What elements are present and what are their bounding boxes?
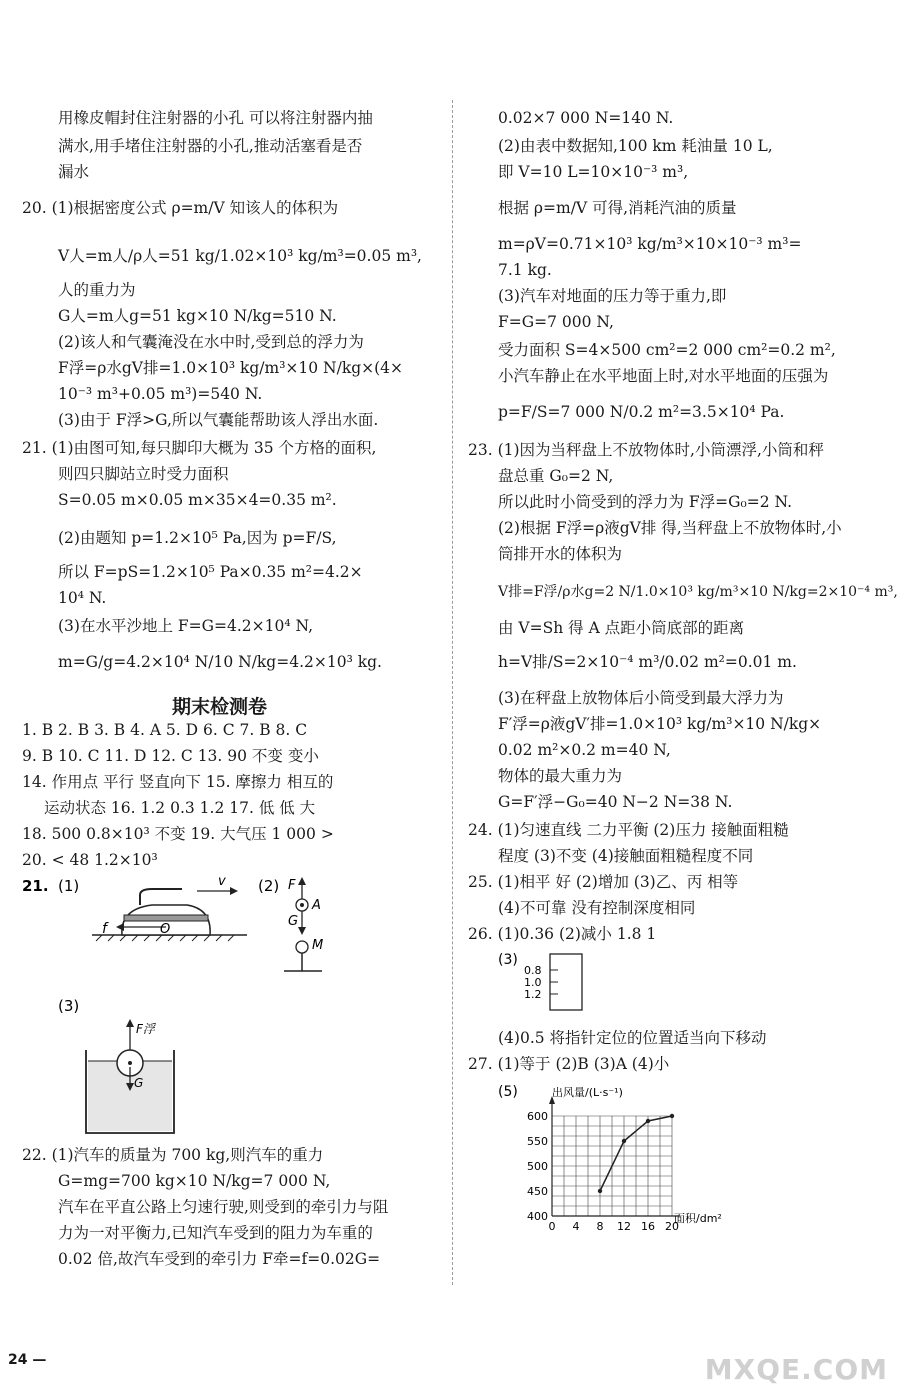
x-tick-label: 0 xyxy=(548,1220,556,1233)
formula-line: 0.02 m²×0.2 m=40 N, xyxy=(498,741,671,759)
text-line: 物体的最大重力为 xyxy=(498,767,623,785)
text-line: 由 V=Sh 得 A 点距小筒底部的距离 xyxy=(498,619,745,637)
v-label: v xyxy=(218,875,226,889)
text-line: 漏水 xyxy=(58,163,90,181)
text-line: (2)根据 F浮=ρ液gV排 得,当秤盘上不放物体时,小 xyxy=(498,519,842,537)
formula-line: G=F′浮−G₀=40 N−2 N=38 N. xyxy=(498,793,733,811)
x-tick-label: 16 xyxy=(641,1220,655,1233)
arrowhead xyxy=(116,923,124,931)
x-tick-label: 20 xyxy=(665,1220,679,1233)
formula-line: S=0.05 m×0.05 m×35×4=0.35 m². xyxy=(58,491,337,509)
arrowhead xyxy=(230,887,238,895)
ball-M xyxy=(296,941,308,953)
q20-line: 20. (1)根据密度公式 ρ=m/V 知该人的体积为 xyxy=(22,199,339,217)
formula-line: 所以此时小筒受到的浮力为 F浮=G₀=2 N. xyxy=(498,493,793,511)
G-label: G xyxy=(288,914,299,929)
text-line: 7.1 kg. xyxy=(498,261,552,279)
section-title: 期末检测卷 xyxy=(172,696,268,718)
text-line: (2)该人和气囊淹没在水中时,受到总的浮力为 xyxy=(58,333,364,351)
arrowhead xyxy=(298,877,306,885)
text-line: 力为一对平衡力,已知汽车受到的阻力为车重的 xyxy=(58,1224,373,1242)
data-point xyxy=(622,1139,626,1143)
answer-line: 20. < 48 1.2×10³ xyxy=(22,851,158,869)
F-label: F xyxy=(288,878,296,893)
formula-line: F浮=ρ水gV排=1.0×10³ kg/m³×10 N/kg×(4× xyxy=(58,359,404,377)
formula-line: 10⁴ N. xyxy=(58,589,107,607)
watermark: MXQE.COM xyxy=(704,1353,888,1386)
answer-line: 14. 作用点 平行 竖直向下 15. 摩擦力 相互的 xyxy=(22,773,334,791)
text-line: 则四只脚站立时受力面积 xyxy=(58,465,229,483)
q22-line: 22. (1)汽车的质量为 700 kg,则汽车的重力 xyxy=(22,1146,324,1164)
text-line: 满水,用手堵住注射器的小孔,推动活塞看是否 xyxy=(58,137,363,155)
formula-line: m=ρV=0.71×10³ kg/m³×10×10⁻³ m³= xyxy=(498,235,802,253)
q21-figures xyxy=(22,875,440,1175)
data-point xyxy=(646,1119,650,1123)
formula-line: G人=m人g=51 kg×10 N/kg=510 N. xyxy=(58,307,337,325)
text-line: (2)由题知 p=1.2×10⁵ Pa,因为 p=F/S, xyxy=(58,529,337,547)
q21-line: 21. (1)由图可知,每只脚印大概为 35 个方格的面积, xyxy=(22,439,377,457)
y-axis-label: 出风量/(L·s⁻¹) xyxy=(552,1086,623,1099)
y-tick-label: 450 xyxy=(527,1185,548,1198)
M-label: M xyxy=(312,938,324,953)
text-line: 盘总重 G₀=2 N, xyxy=(498,467,614,485)
formula-line: m=G/g=4.2×10⁴ N/10 N/kg=4.2×10³ kg. xyxy=(58,653,382,671)
text-line: (4)不可靠 没有控制深度相同 xyxy=(498,899,696,917)
point-A-center xyxy=(300,903,304,907)
x-tick-label: 8 xyxy=(596,1220,604,1233)
chart-ticks xyxy=(527,1110,679,1233)
column-divider xyxy=(452,100,453,1285)
formula-line: V人=m人/ρ人=51 kg/1.02×10³ kg/m³=0.05 m³, xyxy=(58,247,422,265)
text-line: 用橡皮帽封住注射器的小孔 可以将注射器内抽 xyxy=(58,109,373,127)
y-tick-label: 600 xyxy=(527,1110,548,1123)
formula-line: G=mg=700 kg×10 N/kg=7 000 N, xyxy=(58,1172,331,1190)
q26-scale-figure xyxy=(498,950,618,1020)
formula-line: h=V排/S=2×10⁻⁴ m³/0.02 m²=0.01 m. xyxy=(498,653,797,671)
part1-label: (1) xyxy=(58,877,80,895)
tick-label: 0.8 xyxy=(524,964,542,977)
G2-label: G xyxy=(134,1076,144,1090)
q23-line: 23. (1)因为当秤盘上不放物体时,小筒漂浮,小筒和秤 xyxy=(468,441,824,459)
arrowhead xyxy=(126,1019,134,1027)
f-label: f xyxy=(102,921,107,937)
y-tick-label: 550 xyxy=(527,1135,548,1148)
data-point xyxy=(598,1189,602,1193)
x-tick-label: 4 xyxy=(572,1220,580,1233)
q24-line: 24. (1)匀速直线 二力平衡 (2)压力 接触面粗糙 xyxy=(468,821,789,839)
answer-line: 1. B 2. B 3. B 4. A 5. D 6. C 7. B 8. C xyxy=(22,721,308,739)
text-line: 根据 ρ=m/V 可得,消耗汽油的质量 xyxy=(498,199,737,217)
text-line: (3)在秤盘上放物体后小筒受到最大浮力为 xyxy=(498,689,784,707)
answer-line: 9. B 10. C 11. D 12. C 13. 90 不变 变小 xyxy=(22,747,319,765)
part3-label: (3) xyxy=(58,997,80,1015)
text-line: 程度 (3)不变 (4)接触面粗糙程度不同 xyxy=(498,847,754,865)
answer-line: 18. 500 0.8×10³ 不变 19. 大气压 1 000 > xyxy=(22,825,334,843)
text-line: (4)0.5 将指针定位的位置适当向下移动 xyxy=(498,1029,767,1047)
text-line: (2)由表中数据知,100 km 耗油量 10 L, xyxy=(498,137,773,155)
text-line: 人的重力为 xyxy=(58,281,136,299)
y-tick-label: 500 xyxy=(527,1160,548,1173)
formula-line: 受力面积 S=4×500 cm²=2 000 cm²=0.2 m², xyxy=(498,341,836,359)
Ffu-label: F浮 xyxy=(136,1022,155,1036)
text-line: (3)由于 F浮>G,所以气囊能帮助该人浮出水面. xyxy=(58,411,379,429)
tick-label: 1.0 xyxy=(524,976,542,989)
stone-handle xyxy=(140,889,182,905)
tick-label: 1.2 xyxy=(524,988,542,1001)
formula-line: V排=F浮/ρ水g=2 N/1.0×10³ kg/m³×10 N/kg=2×10⁻⁴ m³, xyxy=(498,584,898,600)
ball-center xyxy=(128,1061,132,1065)
q26-line: 26. (1)0.36 (2)减小 1.8 1 xyxy=(468,925,657,943)
formula-line: p=F/S=7 000 N/0.2 m²=3.5×10⁴ Pa. xyxy=(498,403,785,421)
part2-label: (2) xyxy=(258,877,280,895)
formula-line: F=G=7 000 N, xyxy=(498,313,614,331)
answer-line: 运动状态 16. 1.2 0.3 1.2 17. 低 低 大 xyxy=(44,799,316,817)
stone-band xyxy=(124,915,208,921)
arrowhead xyxy=(298,927,306,935)
page-number: 24 — xyxy=(8,1352,47,1368)
x-tick-label: 12 xyxy=(617,1220,631,1233)
text-line: 小汽车静止在水平地面上时,对水平地面的压强为 xyxy=(498,367,829,385)
formula-line: 所以 F=pS=1.2×10⁵ Pa×0.35 m²=4.2× xyxy=(58,563,363,581)
q27-line: 27. (1)等于 (2)B (3)A (4)小 xyxy=(468,1055,670,1073)
chart-part-label: (5) xyxy=(498,1084,518,1100)
text-line: 筒排开水的体积为 xyxy=(498,545,623,563)
x-axis-label: 面积/dm² xyxy=(674,1212,722,1225)
text-line: (3)在水平沙地上 F=G=4.2×10⁴ N, xyxy=(58,617,313,635)
q26-fig-label: (3) xyxy=(498,952,518,968)
formula-line: F′浮=ρ液gV′排=1.0×10³ kg/m³×10 N/kg× xyxy=(498,715,822,733)
q27-chart xyxy=(498,1082,738,1242)
formula-line: 0.02×7 000 N=140 N. xyxy=(498,109,674,127)
q25-line: 25. (1)相平 好 (2)增加 (3)乙、丙 相等 xyxy=(468,873,739,891)
y-tick-label: 400 xyxy=(527,1210,548,1223)
O-label: O xyxy=(160,922,171,937)
A-label: A xyxy=(312,898,321,913)
formula-line: 即 V=10 L=10×10⁻³ m³, xyxy=(498,163,689,181)
formula-line: 10⁻³ m³+0.05 m³)=540 N. xyxy=(58,385,263,403)
formula-line: 0.02 倍,故汽车受到的牵引力 F牵=f=0.02G= xyxy=(58,1250,381,1268)
data-point xyxy=(670,1114,674,1118)
q21-label: 21. xyxy=(22,877,49,895)
text-line: 汽车在平直公路上匀速行驶,则受到的牵引力与阻 xyxy=(58,1198,389,1216)
text-line: (3)汽车对地面的压力等于重力,即 xyxy=(498,287,727,305)
